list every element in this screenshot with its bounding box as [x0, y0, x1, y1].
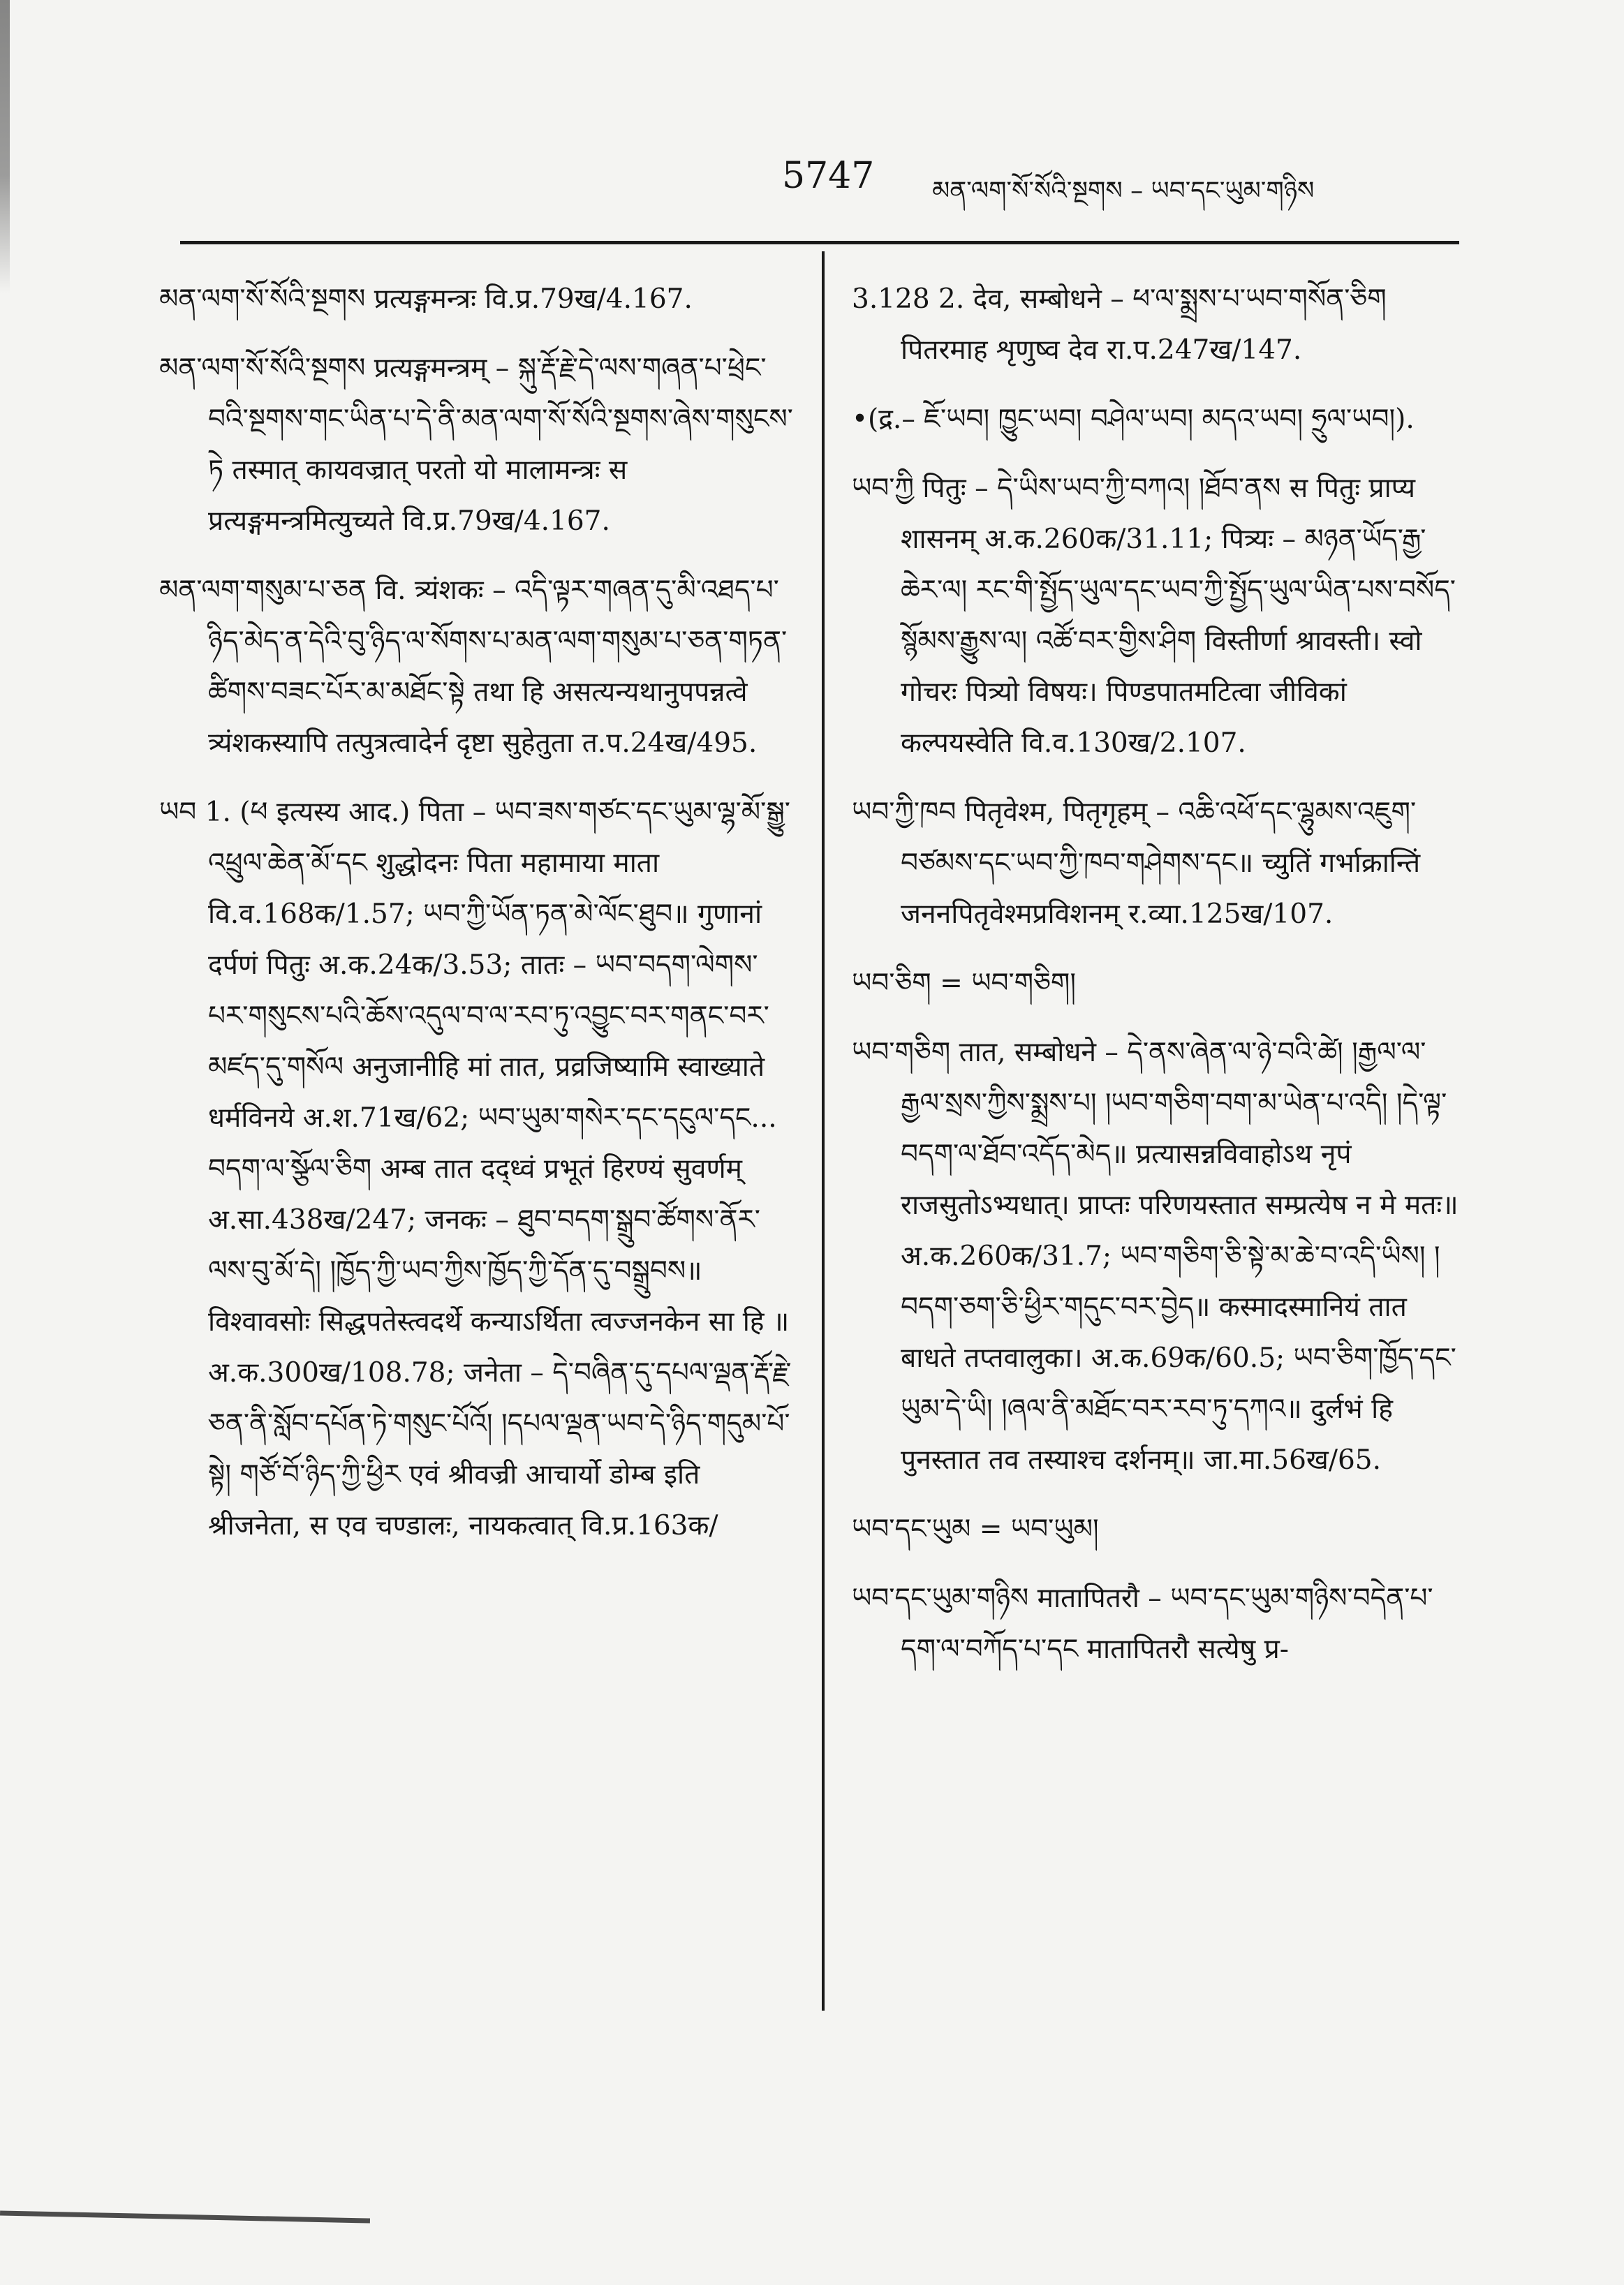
scan-bottom-mark [0, 2210, 370, 2223]
entry-text: ཡབ་གཅིག तात, सम्बोधने – དེ་ནས་ཞེན་ལ་ཉེ་བའི་ཚེ། །རྒྱལ་ལ་རྒྱལ་སྲས་ཀྱིས་སྨྲས་པ། །ཡབ་གཅིག་བག་མ་ཡེན་པ་འདི། །དེ་ལྟ་བདག་ལ་ཐོབ་འདོད་མེད॥ प्रत्यासन्नविवाहोऽथ नृपं राजसुतोऽभ्यधात्। प्राप्तः परिणयस्तात सम्प्रत्येष न मे मतः॥ अ.क.260क/31.7; ཡབ་གཅིག་ཅི་སྟེ་མ་ཆེ་བ་འདི་ཡིས། །བདག་ཅག་ཅི་ཕྱིར་གདུང་བར་བྱེད॥ कस्मादस्मानियं तात बाधते तप्तवालुका। अ.क.69क/60.5; ཡབ་ཅིག་ཁྱོད་དང་ཡུམ་དེ་ཡི། །ཞལ་ནི་མཐོང་བར་རབ་ཏུ་དཀའ॥ दुर्लभं हि पुनस्तात तव तस्याश्च दर्शनम्॥ जा.मा.56ख/65. [852, 1037, 1459, 1476]
entry-text: མན་ལག་སོ་སོའི་སྔགས प्रत्यङ्गमन्त्रम् – སྐུ་རྡོ་རྗེ་དེ་ལས་གཞན་པ་ཕྲེང་བའི་སྔགས་གང་ཡིན་པ་དེ་ནི་མན་ལག་སོ་སོའི་སྔགས་ཞེས་གསུངས་ཏེ तस्मात् कायवज्रात् परतो यो मालामन्त्रः स प्रत्यङ्गमन्त्रमित्युच्यते वि.प्र.79ख/4.167. [159, 353, 793, 537]
dictionary-entry [852, 1027, 1459, 1486]
page-number: 5747 [782, 155, 875, 197]
dictionary-entry [852, 463, 1459, 769]
entry-text: ཡབ་ཀྱི་ཁབ पितृवेश्म, पितृगृहम् – འཆི་འཕོ་དང་ལྷུམས་འཇུག་བཙམས་དང་ཡབ་ཀྱི་ཁབ་གཤེགས་དང॥ च्युतिं गर्भाक्रान्तिं जननपितृवेश्मप्रविशनम् र.व्या.125ख/107. [852, 797, 1421, 930]
dictionary-entry [159, 274, 798, 325]
dictionary-entry [852, 787, 1459, 940]
dictionary-entry [159, 787, 798, 1551]
dictionary-entry [852, 1573, 1459, 1675]
entry-text: ཡབ 1. (ཕ इत्यस्य आद.) पिता – ཡབ་ཟས་གཙང་དང་ཡུམ་ལྷ་མོ་སྒྱུ་འཕྲུལ་ཆེན་མོ་དང शुद्धोदनः पिता महामाया माता वि.व.168क/1.57; ཡབ་ཀྱི་ཡོན་ཏན་མེ་ལོང་ཐུབ॥ गुणानां दर्पणं पितुः अ.क.24क/3.53; तातः – ཡབ་བདག་ལེགས་པར་གསུངས་པའི་ཆོས་འདུལ་བ་ལ་རབ་ཏུ་འབྱུང་བར་གནང་བར་མཛད་དུ་གསོལ अनुजानीहि मां तात, प्रव्रजिष्यामि स्वाख्याते धर्मविनये अ.श.71ख/62; ཡབ་ཡུམ་གསེར་དང་དངུལ་དང... བདག་ལ་སྩོལ་ཅིག अम्ब तात दद्ध्वं प्रभूतं हिरण्यं सुवर्णम् अ.सा.438ख/247; जनकः – ཐུབ་བདག་སྒྲུབ་ཚོགས་ནོར་ལས་བུ་མོ་དེ། །ཁྱོད་ཀྱི་ཡབ་ཀྱིས་ཁྱོད་ཀྱི་དོན་དུ་བསྒྲུབས॥ विश्वावसोः सिद्धपतेस्त्वदर्थे कन्याऽर्थिता त्वज्जनकेन सा हि ॥ अ.क.300ख/108.78; जनेता – དེ་བཞིན་དུ་དཔལ་ལྡན་རྡོ་རྗེ་ཅན་ནི་སློབ་དཔོན་ཏེ་གསུང་པོའོ། །དཔལ་ལྡན་ཡབ་དེ་ཉིད་གདུམ་པོ་སྟེ། གཙོ་བོ་ཉིད་ཀྱི་ཕྱིར एवं श्रीवज्री आचार्यो डोम्ब इति श्रीजनेता, स एव चण्डालः, नायकत्वात् वि.प्र.163क/ [159, 797, 792, 1541]
running-head: མན་ལག་སོ་སོའི་སྔགས – ཡབ་དང་ཡུམ་གཉིས [932, 177, 1315, 205]
scan-edge-shadow [0, 0, 10, 293]
dictionary-entry [159, 565, 798, 769]
header-rule [180, 241, 1459, 244]
entry-text: •(द्र.– ཇོ་ཡབ། ཁྱུང་ཡབ། བཤེལ་ཡབ། མདའ་ཡབ། ཧྲུལ་ཡབ།). [852, 404, 1415, 435]
dictionary-entry [159, 343, 798, 547]
entry-text: ཡབ་དང་ཡུམ་གཉིས मातापितरौ – ཡབ་དང་ཡུམ་གཉིས་བདེན་པ་དག་ལ་བཀོད་པ་དང मातापितरौ सत्येषु प्र- [852, 1583, 1433, 1665]
entry-text: ཡབ་དང་ཡུམ = ཡབ་ཡུམ། [852, 1514, 1099, 1545]
dictionary-entry [852, 274, 1459, 376]
left-column [159, 274, 798, 1569]
column-divider [822, 251, 825, 2011]
entry-text: ཡབ་ཀྱི पितुः – དེ་ཡིས་ཡབ་ཀྱི་བཀའ། །ཐོབ་ནས स पितुः प्राप्य शासनम् अ.क.260क/31.11; पित्र्यः – མཉན་ཡོད་རྒྱ་ཆེར་ལ། རང་གི་སྤྱོད་ཡུལ་དང་ཡབ་ཀྱི་སྤྱོད་ཡུལ་ཡིན་པས་བསོད་སྙོམས་རྒྱུས་ལ། འཚོ་བར་གྱིས་ཤིག विस्तीर्णा श्रावस्ती। स्वो गोचरः पित्र्यो विषयः। पिण्डपातमटित्वा जीविकां कल्पयस्वेति वि.व.130ख/2.107. [852, 473, 1456, 759]
right-column [852, 274, 1459, 1693]
entry-text: 3.128 2. देव, सम्बोधने – ཕ་ལ་སྨྲས་པ་ཡབ་གསོན་ཅིག पितरमाह शृणुष्व देव रा.प.247ख/147. [852, 283, 1387, 366]
entry-text: མན་ལག་སོ་སོའི་སྔགས प्रत्यङ्गमन्त्रः वि.प्र.79ख/4.167. [159, 283, 693, 315]
dictionary-entry [852, 1504, 1459, 1555]
dictionary-entry [852, 394, 1459, 445]
entry-text: ཡབ་ཅིག = ཡབ་གཅིག། [852, 968, 1077, 999]
dictionary-entry [852, 958, 1459, 1009]
entry-text: མན་ལག་གསུམ་པ་ཅན वि. त्र्यंशकः – འདི་ལྟར་གཞན་དུ་མི་འཐད་པ་ཉིད་མེད་ན་དེའི་བུ་ཉིད་ལ་སོགས་པ་མན་ལག་གསུམ་པ་ཅན་གཏན་ཚིགས་བཟང་པོར་མ་མཐོང་སྟེ तथा हि असत्यन्यथानुपपन्नत्वे त्र्यंशकस्यापि तत्पुत्रत्वादेर्न दृष्टा सुहेतुता त.प.24ख/495. [159, 575, 788, 759]
